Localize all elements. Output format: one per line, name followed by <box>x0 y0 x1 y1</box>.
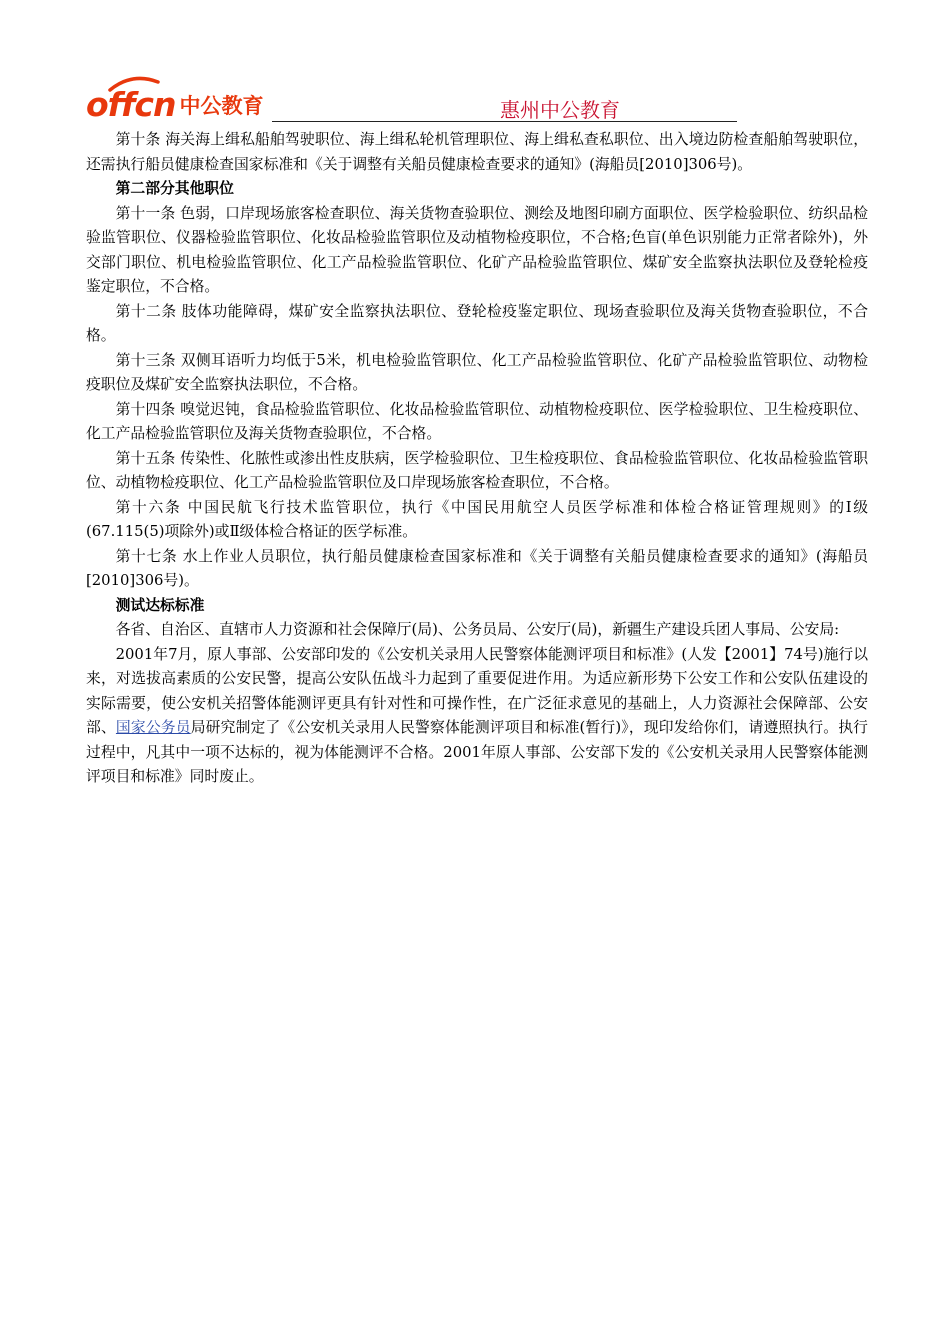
article-12: 第十二条 肢体功能障碍，煤矿安全监察执法职位、登轮检疫鉴定职位、现场查验职位及海关货物查验职位，不合格。 <box>86 302 868 344</box>
logo-text-en: offcn <box>86 85 176 124</box>
logo-swoosh-icon <box>108 76 160 92</box>
logo-text-cn: 中公教育 <box>179 94 264 118</box>
addressee-paragraph: 各省、自治区、直辖市人力资源和社会保障厅(局)、公务员局、公安厅(局)，新疆生产建设兵团人事局、公安局: <box>115 621 840 638</box>
article-13: 第十三条 双侧耳语听力均低于5米，机电检验监管职位、化工产品检验监管职位、化矿产品检验监管职位、动物检疫职位及煤矿安全监察执法职位，不合格。 <box>86 351 868 393</box>
section-heading-part2: 第二部分其他职位 <box>115 180 234 197</box>
notice-text-part1: 2001年7月，原人事部、公安部印发的《公安机关录用人民警察体能测评项目和标准》(人发【2001】74号)施行以来，对选拔高素质的公安民警，提高公安队伍战斗力起到了重要促进作用。为适应新形势下公安工作和公安队伍建设的实际需要，使公安机关招警体能测评更具有针对性和可操作性，在广泛征求意见的基础上，人力资源社会保障部、公安部、 <box>86 645 868 736</box>
article-14: 第十四条 嗅觉迟钝，食品检验监管职位、化妆品检验监管职位、动植物检疫职位、医学检验职位、卫生检疫职位、化工产品检验监管职位及海关货物查验职位，不合格。 <box>86 400 868 442</box>
page-header <box>86 82 786 124</box>
article-10: 第十条 海关海上缉私船舶驾驶职位、海上缉私轮机管理职位、海上缉私查私职位、出入境边防检查船舶驾驶职位，还需执行船员健康检查国家标准和《关于调整有关船员健康检查要求的通知》(海船员[2010]306号)。 <box>86 131 868 173</box>
article-11: 第十一条 色弱，口岸现场旅客检查职位、海关货物查验职位、测绘及地图印刷方面职位、医学检验职位、纺织品检验监管职位、仪器检验监管职位、化妆品检验监管职位及动植物检疫职位，不合格;色盲(单色识别能力正常者除外)，外交部门职位、机电检验监管职位、化工产品检验监管职位、化矿产品检验监管职位、煤矿安全监察执法职位及登轮检疫鉴定职位，不合格。 <box>86 204 868 295</box>
branch-name: 惠州中公教育 <box>500 98 620 122</box>
notice-paragraph <box>86 643 868 790</box>
offcn-logo <box>86 82 263 122</box>
document-body <box>86 128 868 790</box>
section-heading-test: 测试达标标准 <box>115 596 205 614</box>
article-16: 第十六条 中国民航飞行技术监管职位，执行《中国民用航空人员医学标准和体检合格证管理规则》的Ⅰ级(67.115(5)项除外)或Ⅱ级体检合格证的医学标准。 <box>86 498 868 540</box>
civil-servant-link[interactable]: 国家公务员 <box>115 719 191 736</box>
article-17: 第十七条 水上作业人员职位，执行船员健康检查国家标准和《关于调整有关船员健康检查要求的通知》(海船员[2010]306号)。 <box>86 547 868 589</box>
article-15: 第十五条 传染性、化脓性或渗出性皮肤病，医学检验职位、卫生检疫职位、食品检验监管职位、化妆品检验监管职位、动植物检疫职位、化工产品检验监管职位及口岸现场旅客检查职位，不合格。 <box>86 449 868 491</box>
notice-text-part2: 局研究制定了《公安机关录用人民警察体能测评项目和标准(暂行)》，现印发给你们，请遵照执行。执行过程中，凡其中一项不达标的，视为体能测评不合格。2001年原人事部、公安部下发的《公安机关录用人民警察体能测评项目和标准》同时废止。 <box>86 719 868 785</box>
